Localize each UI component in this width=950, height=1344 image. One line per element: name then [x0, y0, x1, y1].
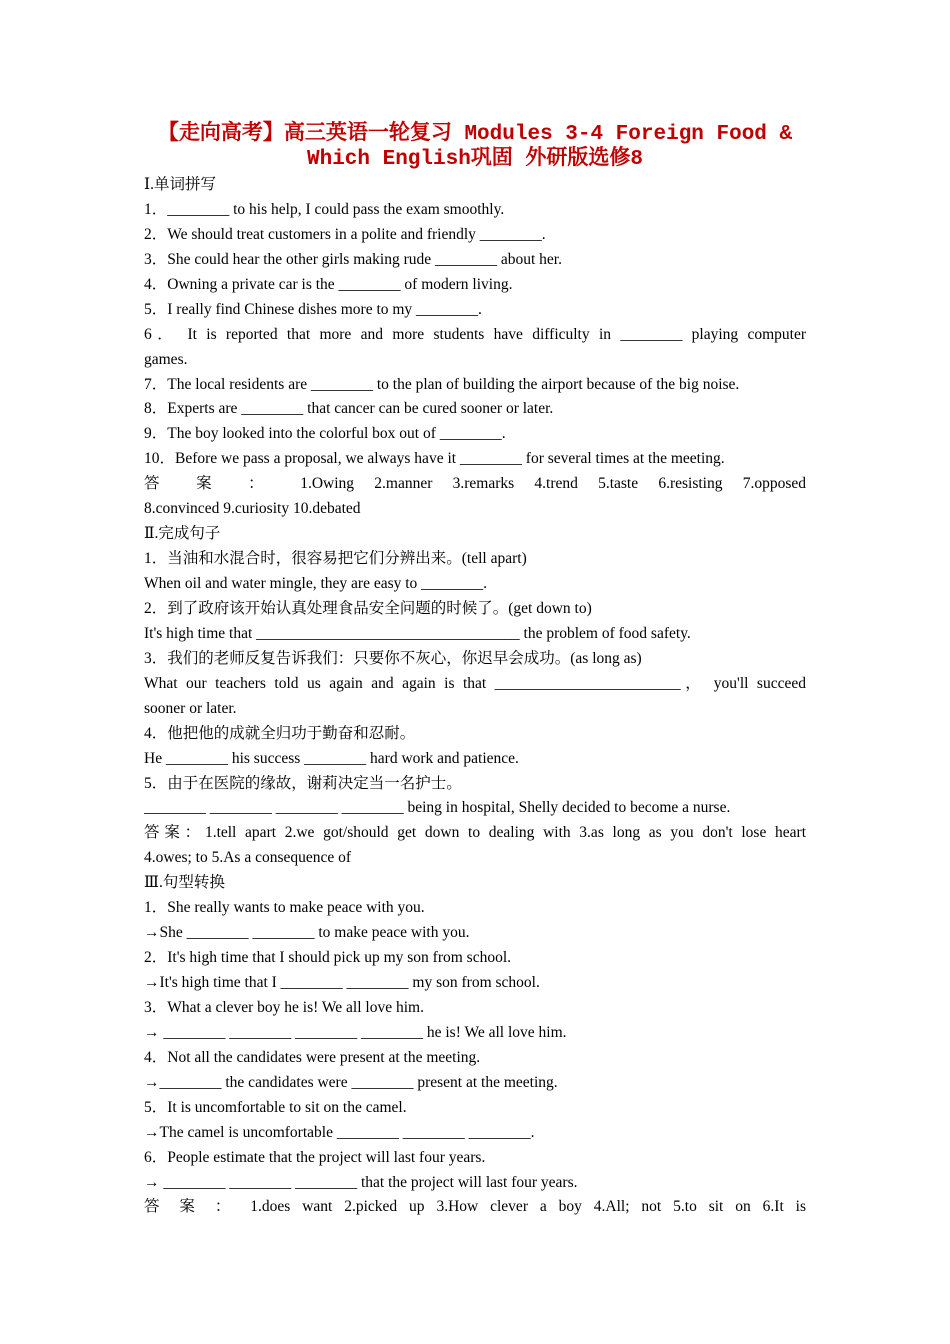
question-line: → ________ ________ ________ that the project will last four years. [144, 1173, 578, 1191]
question-line: 3．What a clever boy he is! We all love him. [144, 998, 424, 1016]
question-line: sooner or later. [144, 699, 237, 717]
question-line: 8．Experts are ________ that cancer can be cured sooner or later. [144, 400, 554, 418]
question-line: 4．Not all the candidates were present at the meeting. [144, 1048, 481, 1066]
answer-line: 答 案 ： 1.does want 2.picked up 3.How clever a boy 4.All; not 5.to sit on 6.It is [144, 1198, 806, 1216]
section-2-heading: Ⅱ.完成句子 [144, 525, 221, 543]
question-line: → ________ ________ ________ ________ he is! We all love him. [144, 1023, 567, 1041]
question-line: →It's high time that I ________ ________ my son from school. [144, 974, 540, 991]
question-line: ________ ________ ________ ________ being in hospital, Shelly decided to become a nurse. [144, 799, 731, 817]
answer-line: 答 案 ： 1.Owing 2.manner 3.remarks 4.trend 5.taste 6.resisting 7.opposed [144, 475, 806, 493]
question-line: 6．People estimate that the project will last four years. [144, 1148, 486, 1166]
answer-line: 答案：1.tell apart 2.we got/should get down to dealing with 3.as long as you don't lose heart [144, 824, 806, 842]
question-line: 3．我们的老师反复告诉我们：只要你不灰心，你迟早会成功。(as long as) [144, 649, 642, 667]
question-line: 7．The local residents are ________ to the plan of building the airport because of the big noise. [144, 375, 740, 393]
question-line: 4．他把他的成就全归功于勤奋和忍耐。 [144, 724, 416, 742]
section-3-heading: Ⅲ.句型转换 [144, 874, 225, 892]
question-line: 1．当油和水混合时，很容易把它们分辨出来。(tell apart) [144, 550, 527, 568]
answer-line: 4.owes; to 5.As a consequence of [144, 849, 352, 867]
title-line-1: 【走向高考】高三英语一轮复习 Modules 3-4 Foreign Food & [157, 123, 793, 146]
question-line: 6． It is reported that more and more students have difficulty in ________ playing computer [144, 325, 806, 343]
question-line: 10．Before we pass a proposal, we always have it ________ for several times at the meeting. [144, 450, 725, 468]
question-line: games. [144, 350, 188, 368]
question-line: 3．She could hear the other girls making rude ________ about her. [144, 250, 562, 268]
question-line: When oil and water mingle, they are easy to ________. [144, 575, 488, 592]
question-line: It's high time that __________________________________ the problem of food safety. [144, 624, 691, 642]
question-line: 2．It's high time that I should pick up my son from school. [144, 949, 512, 967]
question-line: What our teachers told us again and again is that ________________________， you'll succeed [144, 674, 806, 692]
question-line: →________ the candidates were ________ present at the meeting. [144, 1073, 558, 1091]
question-line: 2．We should treat customers in a polite and friendly ________. [144, 225, 546, 243]
document-body [144, 173, 806, 1220]
question-line: 9．The boy looked into the colorful box out of ________. [144, 425, 506, 443]
question-line: 1．________ to his help, I could pass the exam smoothly. [144, 200, 505, 218]
answer-line: 8.convinced 9.curiosity 10.debated [144, 500, 361, 518]
question-line: 5．I really find Chinese dishes more to my ________. [144, 300, 482, 318]
document-title [120, 122, 830, 172]
title-line-2: Which English巩固 外研版选修8 [306, 148, 644, 171]
question-line: →The camel is uncomfortable ________ ________ ________. [144, 1123, 535, 1141]
question-line: 5．由于在医院的缘故，谢莉决定当一名护士。 [144, 774, 462, 792]
question-line: 4．Owning a private car is the ________ of modern living. [144, 275, 513, 293]
question-line: 5．It is uncomfortable to sit on the camel. [144, 1098, 407, 1116]
question-line: →She ________ ________ to make peace with you. [144, 924, 470, 942]
section-1-heading: Ⅰ.单词拼写 [144, 176, 216, 193]
question-line: 2．到了政府该开始认真处理食品安全问题的时候了。(get down to) [144, 599, 592, 617]
question-line: He ________ his success ________ hard work and patience. [144, 749, 519, 767]
question-line: 1．She really wants to make peace with you. [144, 899, 425, 917]
